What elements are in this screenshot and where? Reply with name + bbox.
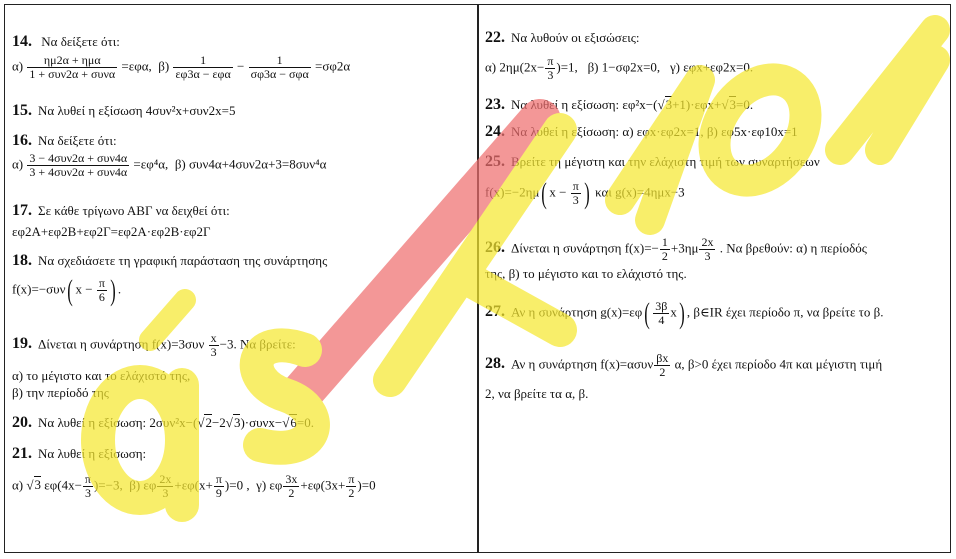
- exercise-17: 17. Σε κάθε τρίγωνο ΑΒΓ να δειχθεί ότι:: [12, 202, 230, 219]
- exercise-24: 24. Να λυθεί η εξίσωση: α) εφx·εφ2x=1, β) εφ5x·εφ10x=1: [485, 123, 798, 140]
- exercise-17-formula: εφ2Α+εφ2Β+εφ2Γ=εφ2Α·εφ2Β·εφ2Γ: [12, 224, 211, 239]
- exercise-22-title: 22. Να λυθούν οι εξισώσεις:: [485, 29, 640, 46]
- fraction: $\frac{3x}{2}$: [285, 472, 298, 500]
- exercise-19-a: α) το μέγιστο και το ελάχιστό της,: [12, 368, 191, 383]
- exercise-21-title: 21. Να λυθεί η εξίσωση:: [12, 445, 147, 462]
- fraction: $\frac{\text{3 − 4συν2α + συν4α}}{\text{3 + 4συν2α + συν4α}}$: [29, 151, 128, 179]
- fraction: $\frac{\beta x}{2}$: [656, 351, 669, 379]
- exercise-20: 20. Να λυθεί η εξίσωση: 2συν²x−(√2−2√3)·συνx−√6=0.: [12, 414, 314, 431]
- exercise-26: 26. Δίνεται η συνάρτηση f(x)=− $\frac{1}{2}$ +3ημ $\frac{2x}{3}$ . Να βρεθούν: α) η περίοδός: [485, 235, 867, 263]
- fraction: $\frac{1}{2}$: [661, 235, 668, 263]
- exercise-14-title: 14. Να δείξετε ότι:: [12, 33, 120, 50]
- exercise-14-formulas: α) $\frac{\text{ημ2α + ημα}}{\text{1 + συν2α + συνα}}$ =εφα, β) $\frac{1}{\text{εφ3α − εφα}}$ − $\frac{1}{\text{σφ3α − σφα}}$ =σφ2α: [12, 53, 351, 81]
- fraction: $\frac{2x}{3}$: [701, 235, 714, 263]
- exercise-19: 19. Δίνεται η συνάρτηση f(x)=3συν $\frac{x}{3}$ −3. Να βρείτε:: [12, 331, 296, 359]
- fraction: $\frac{x}{3}$: [210, 331, 217, 359]
- exercise-18: 18. Να σχεδιάσετε τη γραφική παράσταση της συνάρτησης: [12, 252, 328, 269]
- fraction: $\frac{\pi}{2}$: [348, 472, 355, 500]
- exercise-19-b: β) την περίοδό της: [12, 385, 109, 400]
- fraction: $\frac{3\beta}{4}$: [655, 299, 668, 327]
- exercise-16-formulas: α) $\frac{\text{3 − 4συν2α + συν4α}}{\text{3 + 4συν2α + συν4α}}$ =εφ⁴α, β) συν4α+4συν2α+3=8συν⁴α: [12, 151, 327, 179]
- fraction: $\frac{2x}{3}$: [159, 472, 172, 500]
- fraction: $\frac{\pi}{3}$: [84, 472, 91, 500]
- exercise-23: 23. Να λυθεί η εξίσωση: εφ²x−(√3+1)·εφx+√3=0.: [485, 96, 754, 113]
- exercise-22-formulas: α) 2ημ(2x− $\frac{\pi}{3}$ )=1, β) 1−σφ2x=0, γ) εφx+εφ2x=0.: [485, 54, 754, 82]
- exercise-18-formula: f(x)=−συν( x − $\frac{\pi}{6}$ ) .: [12, 273, 122, 307]
- fraction: $\frac{\pi}{6}$: [98, 276, 105, 304]
- exercise-27: 27. Αν η συνάρτηση g(x)=εφ( $\frac{3\beta}{4}$ x) , β∈IR έχει περίοδο π, να βρείτε το β.: [485, 296, 884, 330]
- fraction: $\frac{\pi}{3}$: [572, 179, 579, 207]
- fraction: $\frac{\pi}{9}$: [215, 472, 222, 500]
- exercise-26-line2: της, β) το μέγιστο και το ελάχιστό της.: [485, 266, 687, 281]
- exercise-28: 28. Αν η συνάρτηση f(x)=ασυν $\frac{\beta x}{2}$ α, β>0 έχει περίοδο 4π και μέγιστη τιμή: [485, 351, 883, 379]
- exercise-25-formula: f(x)=−2ημ( x − $\frac{\pi}{3}$ ) και g(x)=4ημx−3: [485, 176, 685, 210]
- exercise-15: 15. Να λυθεί η εξίσωση 4συν²x+συν2x=5: [12, 102, 236, 119]
- exercise-16-title: 16. Να δείξετε ότι:: [12, 132, 117, 149]
- column-divider: [477, 4, 479, 553]
- exercise-28-line2: 2, να βρείτε τα α, β.: [485, 386, 589, 401]
- fraction: $\frac{\pi}{3}$: [547, 54, 554, 82]
- exercise-21-formulas: α) √3 εφ(4x− $\frac{\pi}{3}$ )=−3, β) εφ $\frac{2x}{3}$ +εφ(x+ $\frac{\pi}{9}$ )=0 , γ) εφ $\frac{3x}{2}$ +εφ(3x+ $\frac{\pi}{2}$ )=0: [12, 472, 376, 500]
- exercise-25: 25. Βρείτε τη μέγιστη και την ελάχιστη τιμή των συναρτήσεων: [485, 153, 820, 170]
- fraction: $\frac{1}{\text{εφ3α − εφα}}$: [175, 53, 231, 81]
- fraction: $\frac{1}{\text{σφ3α − σφα}}$: [250, 53, 309, 81]
- fraction: $\frac{\text{ημ2α + ημα}}{\text{1 + συν2α + συνα}}$: [29, 53, 116, 81]
